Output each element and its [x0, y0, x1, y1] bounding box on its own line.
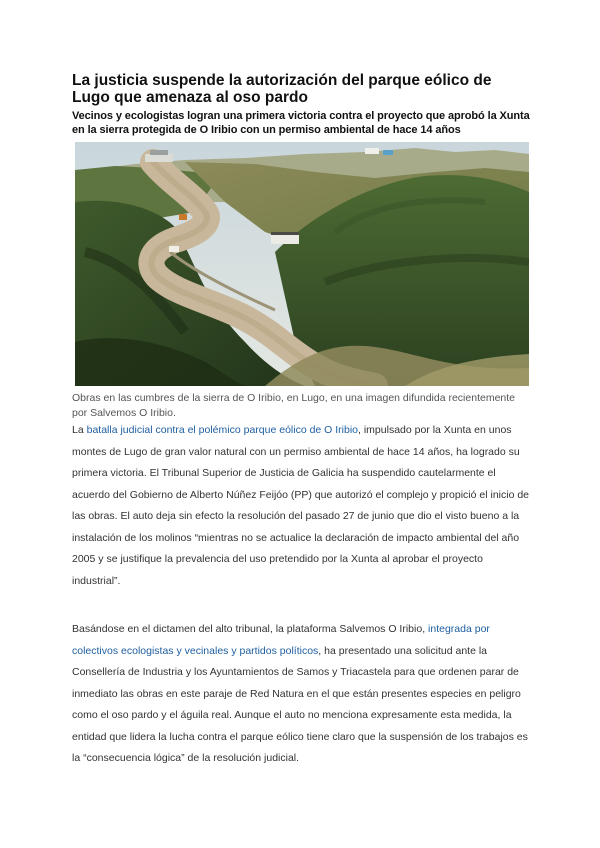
body-paragraph-2	[72, 619, 532, 770]
body-paragraph-1	[72, 420, 532, 592]
paragraph-2-rest: , ha presentado una solicitud ante la Consellería de Industria y los Ayuntamientos de Samos y Triacastela para que ordenen parar de inmediato las obras en este paraje de Red Natura en el que están presentes especies en peligro como el oso pardo y el águila real. Aunque el auto no menciona expresamente esta medida, la entidad que lidera la lucha contra el parque eólico tiene claro que la suspensión de los trabajos es la “consecuencia lógica” de la resolución judicial.	[72, 644, 528, 764]
article	[72, 72, 532, 770]
headline: La justicia suspende la autorización del parque eólico de Lugo que amenaza al oso pardo	[72, 72, 492, 106]
paragraph-2-lead: Basándose en el dictamen del alto tribunal, la plataforma Salvemos O Iribio,	[72, 623, 429, 635]
paragraph-1-lead: La	[72, 424, 87, 436]
subheadline: Vecinos y ecologistas logran una primera victoria contra el proyecto que aprobó la Xunta en la sierra protegida de O Iribio con un permiso ambiental de hace 14 años	[72, 110, 530, 136]
paragraph-1-rest: , impulsado por la Xunta en unos montes de Lugo de gran valor natural con un permiso ambiental de hace 14 años, ha logrado su primera victoria. El Tribunal Superior de Justicia de Galicia ha suspendido cautelarmente el acuerdo del Gobierno de Alberto Núñez Feijóo (PP) que autorizó el complejo y propició el inicio de las obras. El auto deja sin efecto la resolución del pasado 27 de junio que dio el visto bueno a la instalación de los molinos “mientras no se actualice la declaración de impacto ambiental del año 2005 y se justifique la prevalencia del uso pretendido por la Xunta al aprobar el proyecto industrial”.	[72, 424, 530, 587]
link-batalla-judicial[interactable]: batalla judicial contra el polémico parque eólico de O Iribio	[86, 424, 359, 436]
article-photo	[75, 142, 529, 386]
link-colectivos-ecologistas[interactable]: integrada por colectivos ecologistas y vecinales y partidos políticos	[72, 623, 490, 657]
photo-caption: Obras en las cumbres de la sierra de O Iribio, en Lugo, en una imagen difundida recientemente por Salvemos O Iribio.	[72, 392, 516, 419]
